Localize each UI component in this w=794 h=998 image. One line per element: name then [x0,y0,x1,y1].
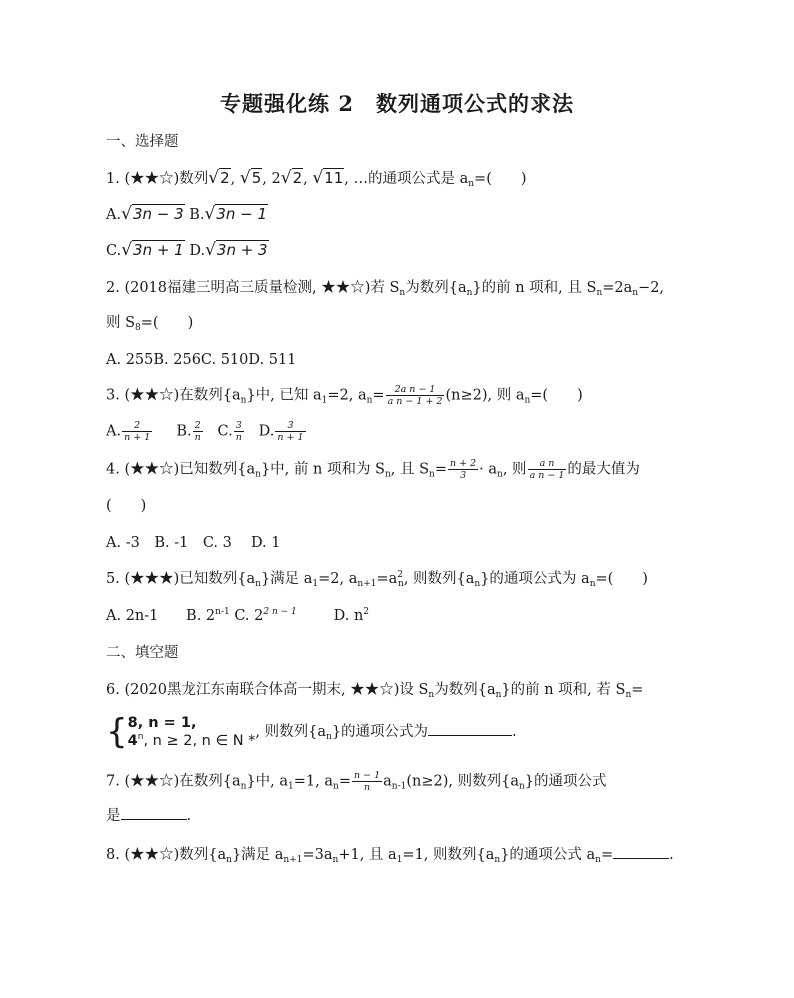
fraction: $\frac{\text{2a n − 1}}{\text{a n − 1 + 2}}$ [387,384,443,407]
question-1: 1. (★★☆)数列√2, √5, 2√2, √11, …的通项公式是 $a_n=$( ) [106,168,527,189]
question-4: 4. (★★☆)已知数列$\{a_n\}$中, 前 n 项和为 $S_n$, 且 $S_n=$ $\frac{n + 2}{3}$ · $a_n$, 则 $\frac{\text{a n}}{\text{a n − 1}}$ 的最大值为 [106,458,640,481]
question-3-options: A. $\frac{2}{n + 1}$ B. $\frac{2}{n}$ C. $\frac{3}{n}$ D. $\frac{3}{n + 1}$ [106,420,304,443]
answer-blank[interactable] [121,819,187,820]
question-3: 3. (★★☆)在数列$\{a_n\}$中, 已知 $a_1=2$, $a_n=$ $\frac{\text{2a n − 1}}{\text{a n − 1 + 2}}$ (n≥2), 则 $a_n=$( ) [106,384,583,407]
sqrt-expression: √11 [312,168,344,188]
answer-blank[interactable] [613,858,669,859]
section-heading-choice: 一、选择题 [106,134,179,150]
answer-blank[interactable] [428,735,512,736]
question-4-options: A. -3 B. -1 C. 3 D. 1 [106,535,281,551]
sqrt-expression: √5 [239,168,262,188]
question-1-options-cd: C.√3n + 1 D.√3n + 3 [106,240,268,260]
question-4-paren: ( ) [106,498,147,514]
question-2-options: A. 255B. 256C. 510D. 511 [106,352,297,368]
question-6: 6. (2020黑龙江东南联合体高一期末, ★★☆)设 $S_n$为数列$\{a_n\}$的前 n 项和, 若 $S_n=$ [106,682,644,700]
piecewise-cases: 8, n = 1, 4$^n$, n ≥ 2, n ∈ N * [127,715,256,749]
section-heading-fill: 二、填空题 [106,645,179,661]
question-1-options-ab: A.√3n − 3 B.√3n − 1 [106,204,268,224]
question-7: 7. (★★☆)在数列$\{a_n\}$中, $a_1=1$, $a_n=$ $\frac{n - 1}{n}$ $a_{n-1}(n\ge 2)$, 则数列$\{a_n\}$的通项公式 [106,770,607,793]
question-6-piecewise: {8, n = 1, 4$^n$, n ≥ 2, n ∈ N *, 则数列$\{a_n\}$的通项公式为 . [106,712,517,752]
question-7-line-2: 是 . [106,808,192,824]
question-2-line-2: 则 $S_8=$( ) [106,315,194,333]
left-brace: { [106,712,128,752]
question-2: 2. (2018福建三明高三质量检测, ★★☆)若 $S_n$为数列$\{a_n\}$的前 n 项和, 且 $S_n=2a_n-2$, [106,280,665,298]
sqrt-expression: √2 [280,168,303,188]
page-title: 专题强化练 2 数列通项公式的求法 [220,91,574,116]
question-5-options: A. 2n-1 B. 2$^{n-1}$ C. $2^{2 n - 1}$ D. $n^2$ [106,607,370,624]
sqrt-expression: √2 [208,168,230,188]
question-5: 5. (★★★)已知数列$\{a_n\}$满足 $a_1=2$, $a_{n+1}=a^2_n$, 则数列$\{a_n\}$的通项公式为 $a_n=$( ) [106,570,648,589]
question-8: 8. (★★☆)数列$\{a_n\}$满足 $a_{n+1}=3a_n+1$, 且 $a_1=1$, 则数列$\{a_n\}$的通项公式 $a_n=$ . [106,847,674,865]
